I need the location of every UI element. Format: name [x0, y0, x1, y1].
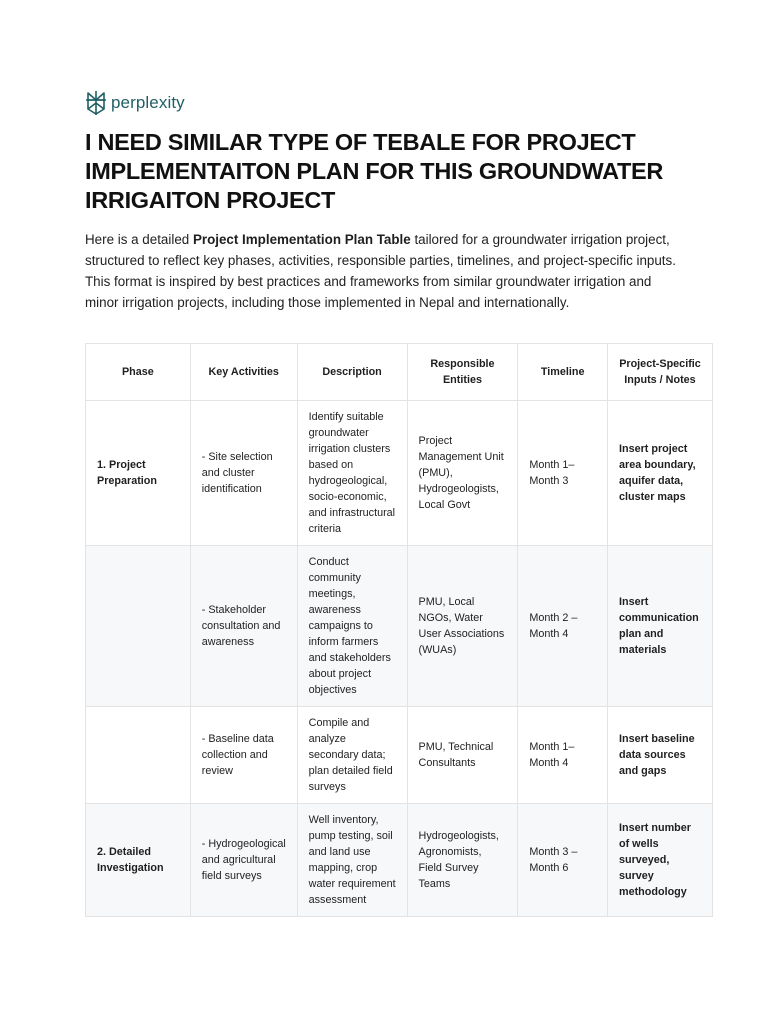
perplexity-logo-icon — [85, 90, 107, 116]
cell-timeline: Month 2 – Month 4 — [518, 546, 608, 707]
intro-text-bold: Project Implementation Plan Table — [192, 232, 411, 247]
brand-name: perplexity — [111, 93, 185, 112]
cell-timeline: Month 1–Month 3 — [518, 401, 608, 546]
perplexity-logo[interactable] — [85, 90, 185, 116]
cell-notes: Insert project area boundary, aquifer data, cluster maps — [607, 401, 712, 546]
intro-text-after: tailored for a groundwater irrigation project, structured to reflect key phases, activities, responsible parties, timelines, and project-specific inputs. This format is inspired by best practices and frameworks from similar groundwater irrigation and minor irrigation projects, including those implemented in Nepal and internationally. — [85, 232, 676, 310]
cell-timeline: Month 1–Month 4 — [518, 707, 608, 804]
column-header-notes: Project-Specific Inputs / Notes — [607, 344, 712, 401]
cell-description: Conduct community meetings, awareness campaigns to inform farmers and stakeholders about project objectives — [297, 546, 407, 707]
cell-timeline: Month 3 – Month 6 — [518, 804, 608, 917]
cell-phase — [86, 707, 191, 804]
table-row — [86, 546, 713, 707]
cell-entities: PMU, Technical Consultants — [407, 707, 518, 804]
table-row — [86, 804, 713, 917]
cell-entities: PMU, Local NGOs, Water User Associations (WUAs) — [407, 546, 518, 707]
cell-activity: - Hydrogeological and agricultural field surveys — [190, 804, 297, 917]
cell-notes: Insert baseline data sources and gaps — [607, 707, 712, 804]
column-header-description: Description — [297, 344, 407, 401]
implementation-plan-table — [85, 343, 713, 917]
cell-phase: 2. Detailed Investigation — [86, 804, 191, 917]
column-header-timeline: Timeline — [518, 344, 608, 401]
cell-phase: 1. Project Preparation — [86, 401, 191, 546]
column-header-responsible-entities: Responsible Entities — [407, 344, 518, 401]
intro-paragraph — [85, 229, 685, 313]
cell-notes: Insert number of wells surveyed, survey methodology — [607, 804, 712, 917]
cell-description: Identify suitable groundwater irrigation clusters based on hydrogeological, socio-economic, and infrastructural criteria — [297, 401, 407, 546]
column-header-key-activities: Key Activities — [190, 344, 297, 401]
page-title: I NEED SIMILAR TYPE OF TEBALE FOR PROJECT IMPLEMENTAITON PLAN FOR THIS GROUNDWATER IRRIGAITON PROJECT — [85, 129, 664, 213]
table-row — [86, 401, 713, 546]
table-header-row — [86, 344, 713, 401]
intro-text-before: Here is a detailed — [85, 232, 193, 247]
cell-activity: - Site selection and cluster identification — [190, 401, 297, 546]
cell-notes: Insert communication plan and materials — [607, 546, 712, 707]
table-row — [86, 707, 713, 804]
column-header-phase: Phase — [86, 344, 191, 401]
cell-description: Compile and analyze secondary data; plan detailed field surveys — [297, 707, 407, 804]
cell-entities: Hydrogeologists, Agronomists, Field Survey Teams — [407, 804, 518, 917]
cell-description: Well inventory, pump testing, soil and land use mapping, crop water requirement assessment — [297, 804, 407, 917]
cell-phase — [86, 546, 191, 707]
cell-activity: - Stakeholder consultation and awareness — [190, 546, 297, 707]
cell-activity: - Baseline data collection and review — [190, 707, 297, 804]
cell-entities: Project Management Unit (PMU), Hydrogeologists, Local Govt — [407, 401, 518, 546]
